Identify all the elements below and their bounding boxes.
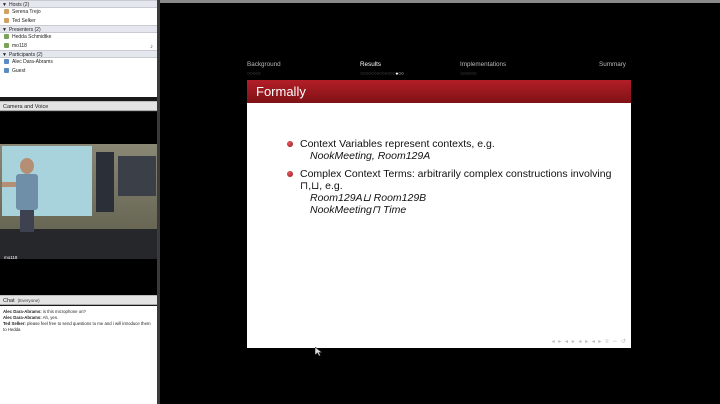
attendee-row[interactable] (0, 33, 157, 42)
attendee-row[interactable] (0, 58, 157, 67)
section-progress-dots[interactable]: ○○○○○○ (460, 71, 477, 77)
collapse-triangle-icon[interactable]: ▼ (2, 27, 7, 33)
chat-text: Ah, yes. (41, 315, 59, 320)
collapse-triangle-icon[interactable]: ▼ (2, 52, 7, 58)
section-progress-dots[interactable]: ○○○○○ (247, 71, 261, 77)
mouse-cursor-icon (315, 347, 324, 356)
bullet-text: Complex Context Terms: arbitrarily complex constructions involving ⊓,⊔, e.g. (300, 168, 612, 192)
left-panel (0, 0, 160, 404)
attendee-name: mo118 (12, 42, 27, 49)
slide-section-nav (247, 58, 631, 80)
presenter-body (16, 174, 38, 210)
chat-author: Alec Dara-Abrams: (3, 309, 42, 314)
section-nav-summary[interactable]: Summary (599, 61, 626, 68)
section-nav-background[interactable]: Background (247, 61, 281, 68)
slide-content (287, 138, 617, 222)
current-slide-dots: ●○○ (395, 71, 404, 77)
attendee-group-label: Hosts (2) (8, 2, 30, 8)
camera-panel-title: Camera and Voice (3, 104, 49, 110)
attendee-group-label: Presenters (2) (8, 27, 41, 33)
attendee-group-label: Participants (2) (8, 52, 43, 58)
bullet-example: NookMeeting, Room129A (310, 150, 431, 162)
chat-text: please feel free to send questions to me and i will introduce them to Hedda (3, 321, 151, 332)
presenter-head (20, 158, 34, 174)
bullet-example: NookMeeting⊓ Time (310, 204, 407, 216)
chat-messages (0, 306, 157, 404)
slide-bullet (287, 138, 617, 162)
chat-scope: (Everyone) (17, 298, 40, 303)
video-desk (0, 229, 157, 259)
presentation-area (160, 0, 720, 404)
chat-panel-header[interactable] (0, 295, 157, 305)
chat-author: Ted Selker: (3, 321, 26, 326)
collapse-triangle-icon[interactable]: ▼ (2, 2, 7, 8)
user-icon (4, 68, 9, 73)
chat-author: Alec Dara-Abrams: (3, 315, 42, 320)
user-icon (4, 43, 9, 48)
camera-panel-header[interactable] (0, 101, 157, 111)
slide-navigation-icons[interactable]: ◂ ▸ ◂ ▸ ◂ ▸ ◂ ▸ ≡ ∽ ↺ (551, 339, 627, 345)
user-icon (4, 9, 9, 14)
attendee-row[interactable] (0, 8, 157, 17)
bullet-example: Room129A⊔ Room129B (310, 192, 427, 204)
bullet-ball-icon (287, 171, 293, 177)
attendee-row[interactable] (0, 67, 157, 76)
chat-panel-title: Chat (3, 298, 15, 304)
presenter-video[interactable] (0, 144, 157, 259)
microphone-icon: ♪ (150, 43, 153, 50)
section-nav-implementations[interactable]: Implementations (460, 61, 507, 68)
user-icon (4, 34, 9, 39)
attendee-name: Serena Trejo (12, 9, 41, 15)
attendee-group-header[interactable] (0, 50, 157, 58)
slide-title: Formally (256, 84, 306, 99)
attendee-row[interactable] (0, 42, 157, 51)
section-nav-results[interactable]: Results (360, 61, 381, 68)
slide-title-bar (247, 80, 631, 103)
bullet-text: Context Variables represent contexts, e.g. (300, 138, 495, 150)
attendee-name: Hedda Schmidtke (12, 34, 52, 40)
video-door (96, 152, 114, 212)
top-strip (160, 0, 720, 3)
chat-text: is this microphone on? (41, 309, 86, 314)
user-icon (4, 59, 9, 64)
presenter-legs (20, 210, 34, 232)
attendee-row[interactable] (0, 17, 157, 26)
user-icon (4, 18, 9, 23)
video-label: mo118 (4, 255, 18, 259)
attendee-group-header[interactable] (0, 25, 157, 33)
attendee-list (0, 0, 158, 97)
video-board (118, 156, 156, 196)
chat-message (0, 321, 157, 333)
section-progress-dots[interactable]: ○○○○○○○○○○○○○●○○ (360, 71, 404, 77)
attendee-group-header[interactable] (0, 0, 157, 8)
attendee-name: Ted Selker (12, 17, 36, 24)
attendee-name: Guest (12, 67, 26, 74)
slide (247, 80, 631, 348)
slide-bullet (287, 168, 617, 216)
bullet-ball-icon (287, 141, 293, 147)
attendee-name: Alec Dara-Abrams (12, 59, 53, 65)
